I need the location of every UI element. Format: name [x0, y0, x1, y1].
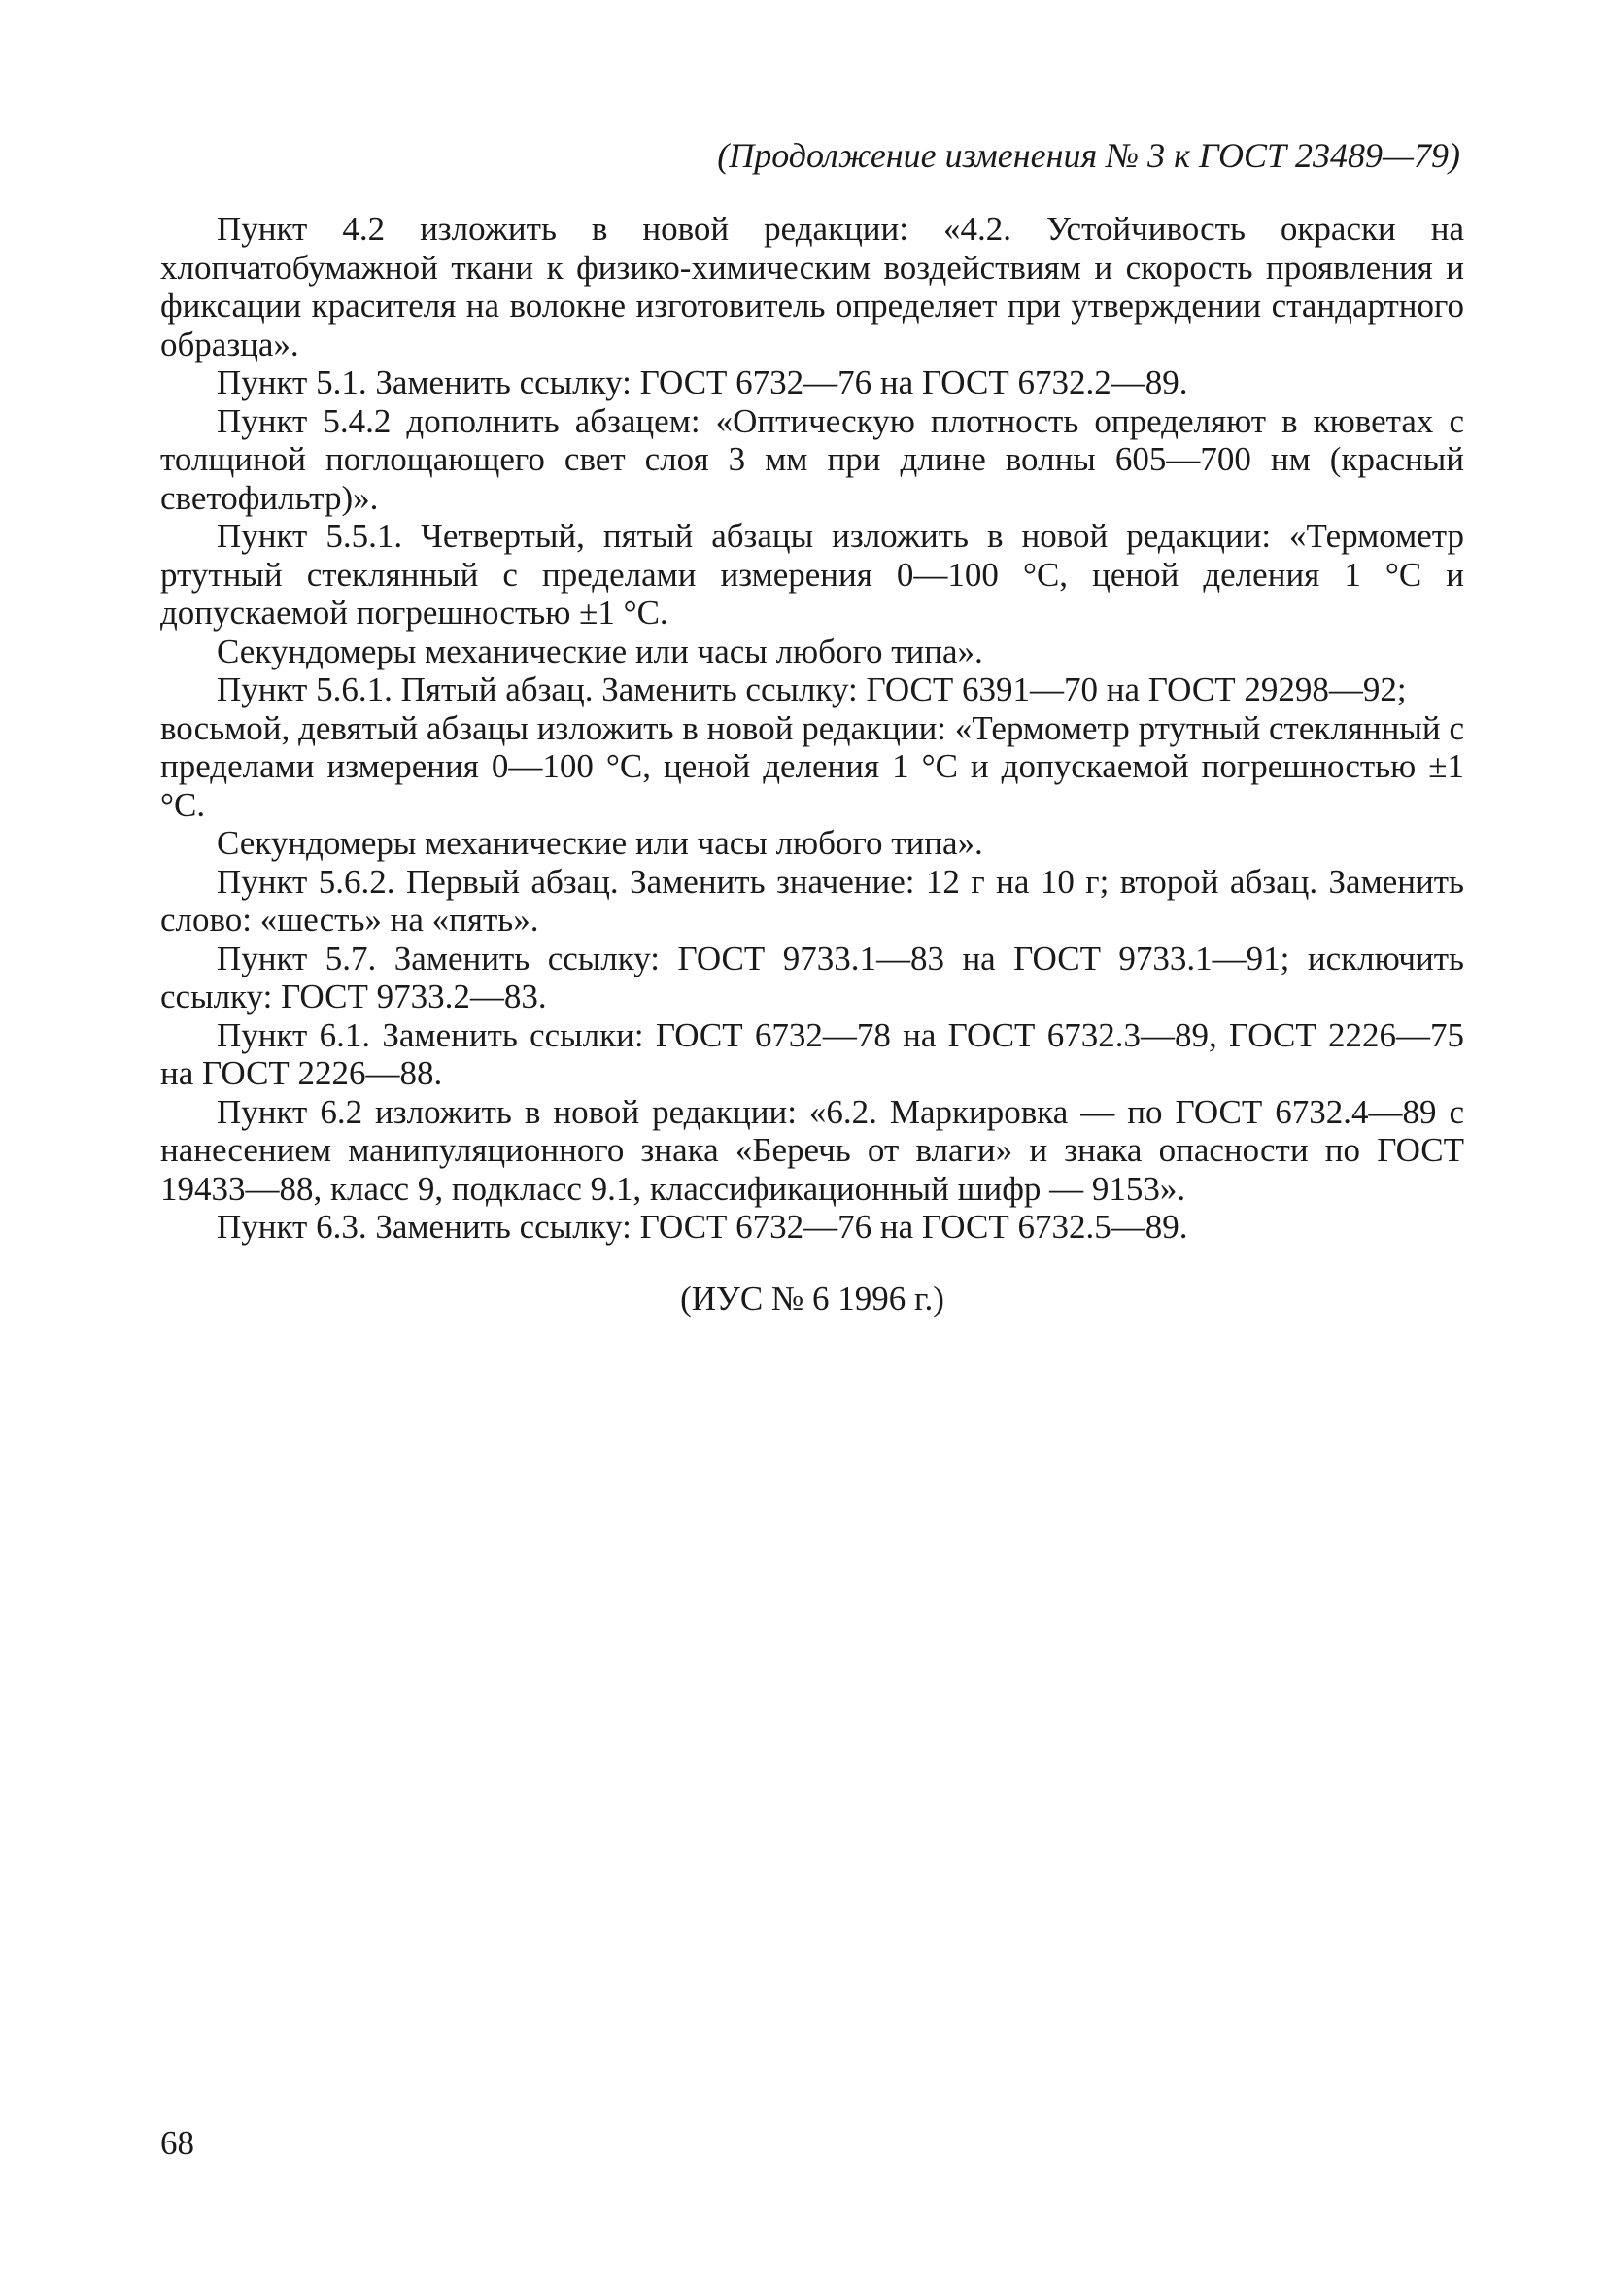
document-body [160, 210, 1464, 1319]
paragraph-5-6-1-stopwatch: Секундомеры механические или часы любого типа». [217, 824, 983, 862]
paragraph-6-1: Пункт 6.1. Заменить ссылки: ГОСТ 6732—78 на ГОСТ 6732.3—89, ГОСТ 2226—75 на ГОСТ 2226—88. [160, 1015, 1464, 1092]
paragraph-6-3: Пункт 6.3. Заменить ссылку: ГОСТ 6732—76 на ГОСТ 6732.5—89. [217, 1208, 1188, 1246]
running-header: (Продолжение изменения № 3 к ГОСТ 23489—79) [717, 136, 1460, 175]
paragraph-5-5-1-stopwatch: Секундомеры механические или часы любого типа». [217, 632, 983, 670]
paragraph-5-6-1: Пункт 5.6.1. Пятый абзац. Заменить ссылку: ГОСТ 6391—70 на ГОСТ 29298—92; [217, 670, 1407, 708]
paragraph-4-2: Пункт 4.2 изложить в новой редакции: «4.2. Устойчивость окраски на хлопчатобумажной ткани к физико-химическим воздействиям и скорость проявления и фиксации красителя на волокне изготовитель определяет при утверждении стандартного образца». [160, 210, 1464, 363]
paragraph-5-6-2: Пункт 5.6.2. Первый абзац. Заменить значение: 12 г на 10 г; второй абзац. Заменить слово: «шесть» на «пять». [160, 862, 1464, 939]
paragraph-5-5-1: Пункт 5.5.1. Четвертый, пятый абзацы изложить в новой редакции: «Термометр ртутный стеклянный с пределами измерения 0—100 °С, ценой деления 1 °С и допускаемой погрешностью ±1 °С. [160, 517, 1464, 632]
paragraph-5-1: Пункт 5.1. Заменить ссылку: ГОСТ 6732—76 на ГОСТ 6732.2—89. [217, 363, 1188, 401]
paragraph-6-2: Пункт 6.2 изложить в новой редакции: «6.2. Маркировка — по ГОСТ 6732.4—89 с нанесением манипуляционного знака «Беречь от влаги» и знака опасности по ГОСТ 19433—88, класс 9, подкласс 9.1, классификационный шифр — 9153». [160, 1092, 1464, 1208]
paragraph-5-4-2: Пункт 5.4.2 дополнить абзацем: «Оптическую плотность определяют в кюветах с толщиной поглощающего свет слоя 3 мм при длине волны 605—700 нм (красный светофильтр)». [160, 401, 1464, 517]
page-number: 68 [160, 2124, 194, 2162]
paragraph-5-6-1-continuation: восьмой, девятый абзацы изложить в новой редакции: «Термометр ртутный стеклянный с пределами измерения 0—100 °С, ценой деления 1 °С и допускаемой погрешностью ±1 °С. [160, 708, 1464, 824]
paragraph-5-7: Пункт 5.7. Заменить ссылку: ГОСТ 9733.1—83 на ГОСТ 9733.1—91; исключить ссылку: ГОСТ 9733.2—83. [160, 939, 1464, 1015]
source-note: (ИУС № 6 1996 г.) [680, 1279, 944, 1318]
